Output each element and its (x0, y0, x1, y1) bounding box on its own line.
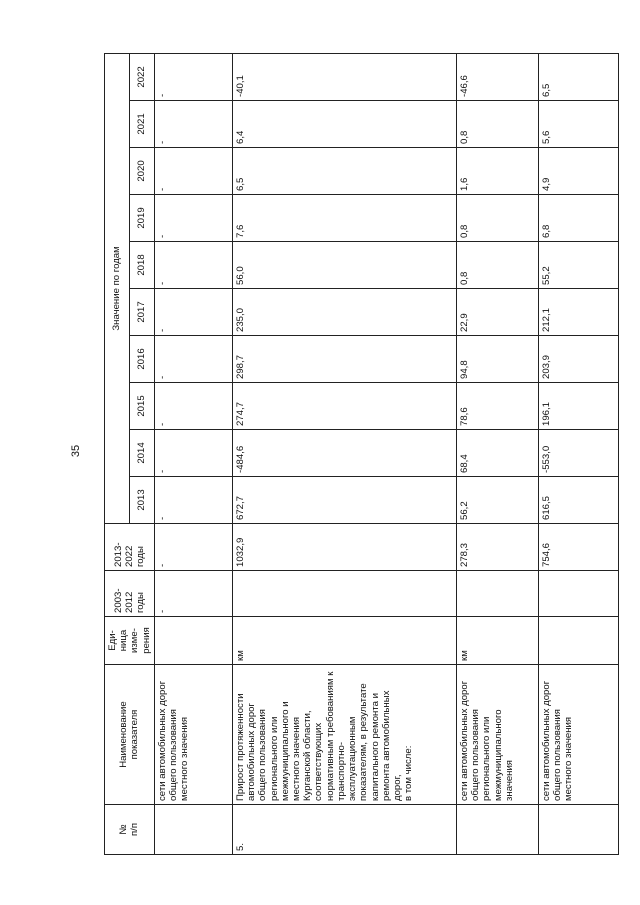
cell-year-value: 6,5 (538, 53, 618, 100)
table-row (538, 53, 618, 854)
cell-period-2003-2012 (538, 571, 618, 617)
cell-period-2013-2022: 1032,9 (232, 524, 456, 571)
cell-year-value: 22,9 (456, 289, 538, 336)
header-year: 2015 (129, 383, 154, 430)
cell-period-2013-2022: - (154, 524, 232, 571)
cell-name: сети автомобильных дорог общего пользования местного значения (154, 665, 232, 805)
cell-year-value: 203,9 (538, 336, 618, 383)
cell-no (538, 805, 618, 855)
cell-year-value: 6,5 (232, 148, 456, 195)
cell-year-value: 68,4 (456, 430, 538, 477)
cell-year-value: 6,8 (538, 195, 618, 242)
cell-name: Прирост протяженности автомобильных дорог общего пользования регионального или межмуниципального и местного значения Курганской области, соответствующих нормативным требованиям к транспортно-эксплуатационным показателям, в результате капитального ремонта и ремонта автомобильных дорог, в том числе: (232, 665, 456, 805)
cell-year-value: 78,6 (456, 383, 538, 430)
table-row (154, 53, 232, 854)
cell-year-value: - (154, 430, 232, 477)
cell-year-value: -484,6 (232, 430, 456, 477)
header-year: 2014 (129, 430, 154, 477)
cell-year-value: - (154, 477, 232, 524)
cell-unit: км (232, 617, 456, 665)
header-year: 2022 (129, 53, 154, 100)
cell-year-value: 1,6 (456, 148, 538, 195)
cell-year-value: 235,0 (232, 289, 456, 336)
header-period-2003-2012: 2003- 2012 годы (105, 571, 155, 617)
cell-year-value: 5,6 (538, 101, 618, 148)
cell-unit (154, 617, 232, 665)
cell-name: сети автомобильных дорог общего пользования местного значения (538, 665, 618, 805)
rotated-page (104, 64, 640, 855)
cell-no (456, 805, 538, 855)
cell-year-value: 55,2 (538, 242, 618, 289)
cell-year-value: 94,8 (456, 336, 538, 383)
cell-year-value: 7,6 (232, 195, 456, 242)
cell-year-value: 0,8 (456, 242, 538, 289)
cell-period-2003-2012: - (154, 571, 232, 617)
cell-year-value: - (154, 242, 232, 289)
cell-no (154, 805, 232, 855)
header-year: 2019 (129, 195, 154, 242)
cell-year-value: 274,7 (232, 383, 456, 430)
header-year: 2020 (129, 148, 154, 195)
cell-year-value: 4,9 (538, 148, 618, 195)
cell-year-value: - (154, 101, 232, 148)
header-values-by-year: Значение по годам (105, 53, 130, 523)
cell-year-value: 298,7 (232, 336, 456, 383)
cell-year-value: 616,5 (538, 477, 618, 524)
cell-year-value: 196,1 (538, 383, 618, 430)
cell-year-value: -553,0 (538, 430, 618, 477)
cell-name: сети автомобильных дорог общего пользования регионального или межмуниципального значения (456, 665, 538, 805)
cell-period-2003-2012 (456, 571, 538, 617)
header-year: 2013 (129, 477, 154, 524)
cell-period-2003-2012 (232, 571, 456, 617)
header-year: 2021 (129, 101, 154, 148)
cell-unit: км (456, 617, 538, 665)
cell-year-value: -46,6 (456, 53, 538, 100)
header-period-2013-2022: 2013- 2022 годы (105, 524, 155, 571)
cell-year-value: 56,0 (232, 242, 456, 289)
cell-year-value: - (154, 53, 232, 100)
page-number: 35 (70, 444, 83, 458)
header-name: Наименование показателя (105, 665, 155, 805)
header-no: № п/п (105, 805, 155, 855)
cell-year-value: - (154, 289, 232, 336)
header-year: 2016 (129, 336, 154, 383)
cell-year-value: - (154, 148, 232, 195)
cell-unit (538, 617, 618, 665)
table-row (456, 53, 538, 854)
cell-year-value: -40,1 (232, 53, 456, 100)
cell-period-2013-2022: 754,6 (538, 524, 618, 571)
table-body (154, 53, 618, 854)
header-year: 2017 (129, 289, 154, 336)
cell-year-value: - (154, 383, 232, 430)
cell-year-value: 212,1 (538, 289, 618, 336)
cell-year-value: 6,4 (232, 101, 456, 148)
cell-year-value: 672,7 (232, 477, 456, 524)
cell-year-value: 0,8 (456, 195, 538, 242)
cell-year-value: - (154, 195, 232, 242)
table-header (105, 53, 155, 854)
table-row (232, 53, 456, 854)
cell-year-value: 0,8 (456, 101, 538, 148)
cell-no: 5. (232, 805, 456, 855)
cell-year-value: 56,2 (456, 477, 538, 524)
indicators-table (104, 53, 619, 855)
cell-year-value: - (154, 336, 232, 383)
cell-period-2013-2022: 278,3 (456, 524, 538, 571)
header-unit: Еди- ница изме- рения (105, 617, 155, 665)
header-year: 2018 (129, 242, 154, 289)
